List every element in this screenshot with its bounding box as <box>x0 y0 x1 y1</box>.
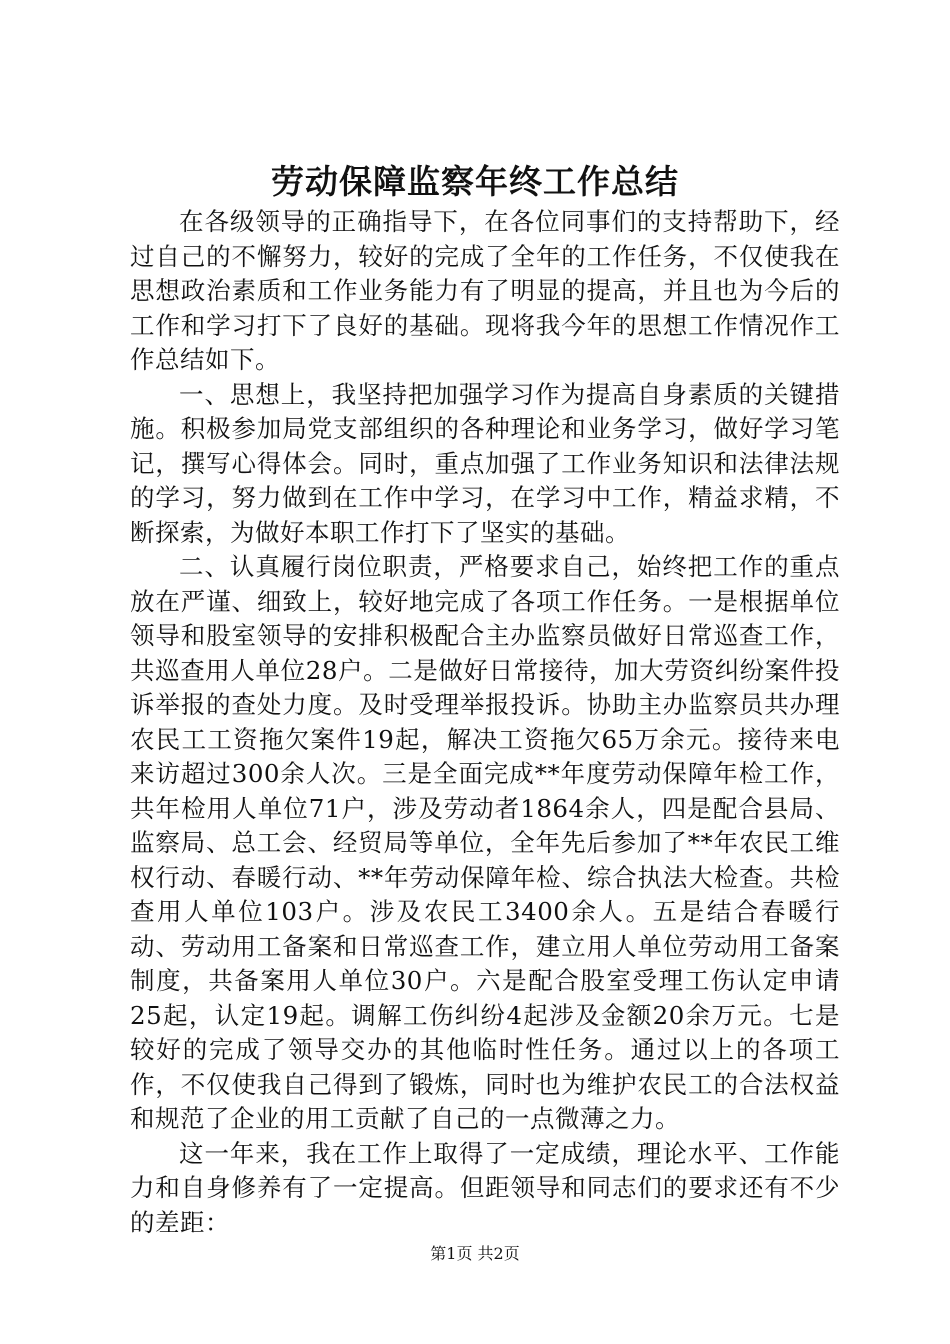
paragraph-thinking: 一、思想上，我坚持把加强学习作为提高自身素质的关键措施。积极参加局党支部组织的各种理论和业务学习，做好学习笔记，撰写心得体会。同时，重点加强了工作业务知识和法律法规的学习，努力做到在工作中学习，在学习中工作，精益求精，不断探索，为做好本职工作打下了坚实的基础。 <box>130 379 840 547</box>
document-title: 劳动保障监察年终工作总结 <box>271 162 679 201</box>
document-body <box>130 205 840 1240</box>
paragraph-duties: 二、认真履行岗位职责，严格要求自己，始终把工作的重点放在严谨、细致上，较好地完成了各项工作任务。一是根据单位领导和股室领导的安排积极配合主办监察员做好日常巡查工作，共巡查用人单位28户。二是做好日常接待，加大劳资纠纷案件投诉举报的查处力度。及时受理举报投诉。协助主办监察员共办理农民工工资拖欠案件19起，解决工资拖欠65万余元。接待来电来访超过300余人次。三是全面完成**年度劳动保障年检工作，共年检用人单位71户，涉及劳动者1864余人，四是配合县局、监察局、总工会、经贸局等单位，全年先后参加了**年农民工维权行动、春暖行动、**年劳动保障年检、综合执法大检查。共检查用人单位103户。涉及农民工3400余人。五是结合春暖行动、劳动用工备案和日常巡查工作，建立用人单位劳动用工备案制度，共备案用人单位30户。六是配合股室受理工伤认定申请25起，认定19起。调解工伤纠纷4起涉及金额20余万元。七是较好的完成了领导交办的其他临时性任务。通过以上的各项工作，不仅使我自己得到了锻炼，同时也为维护农民工的合法权益和规范了企业的用工贡献了自己的一点微薄之力。 <box>130 552 840 1133</box>
paragraph-summary: 这一年来，我在工作上取得了一定成绩，理论水平、工作能力和自身修养有了一定提高。但距领导和同志们的要求还有不少的差距： <box>130 1138 840 1237</box>
paragraph-intro: 在各级领导的正确指导下，在各位同事们的支持帮助下，经过自己的不懈努力，较好的完成了全年的工作任务，不仅使我在思想政治素质和工作业务能力有了明显的提高，并且也为今后的工作和学习打下了良好的基础。现将我今年的思想工作情况作工作总结如下。 <box>130 207 840 374</box>
page-number-footer: 第1页 共2页 <box>430 1244 520 1263</box>
